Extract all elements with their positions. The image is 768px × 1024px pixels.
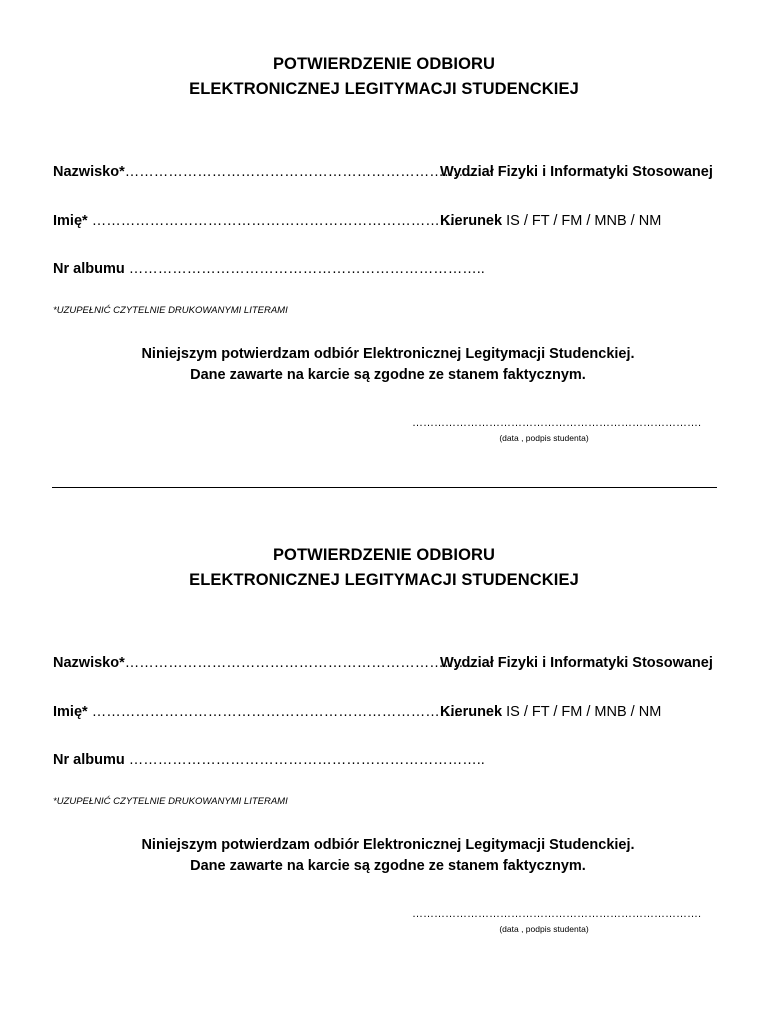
confirmation-form-1: [0, 0, 768, 443]
surname-blank[interactable]: ………………………………………………………………….: [124, 655, 492, 671]
surname-label: Nazwisko*: [53, 655, 125, 671]
first-name-blank[interactable]: ………………………………………………………………….: [87, 213, 459, 229]
form-title-line2: ELEKTRONICZNEJ LEGITYMACJI STUDENCKIEJ: [189, 80, 579, 98]
major-options[interactable]: IS / FT / FM / MNB / NM: [502, 704, 662, 720]
form-title-line1: POTWIERDZENIE ODBIORU: [272, 55, 496, 73]
faculty-name: [440, 164, 713, 180]
form-title-line1: POTWIERDZENIE ODBIORU: [272, 546, 496, 564]
fill-instruction-note: *UZUPEŁNIĆ CZYTELNIE DRUKOWANYMI LITERAMI: [53, 305, 288, 316]
first-name-blank[interactable]: ………………………………………………………………….: [87, 704, 459, 720]
cut-divider-line: [52, 487, 717, 488]
form-title-line2: ELEKTRONICZNEJ LEGITYMACJI STUDENCKIEJ: [189, 571, 579, 589]
album-number-blank[interactable]: ………………………………………………………………..: [124, 261, 485, 277]
first-name-field[interactable]: [53, 213, 458, 229]
signature-caption: (data , podpis studenta): [499, 924, 589, 934]
statement-line2: Dane zawarte na karcie są zgodne ze stanem faktycznym.: [190, 858, 586, 874]
first-name-label: Imię*: [53, 704, 88, 720]
statement-line1: Niniejszym potwierdzam odbiór Elektronicznej Legitymacji Studenckiej.: [141, 837, 635, 853]
signature-caption: (data , podpis studenta): [499, 433, 589, 443]
album-number-blank[interactable]: ………………………………………………………………..: [124, 752, 485, 768]
surname-label: Nazwisko*: [53, 164, 125, 180]
confirmation-form-2: [0, 491, 768, 934]
major-options[interactable]: IS / FT / FM / MNB / NM: [502, 213, 662, 229]
faculty-name: [440, 655, 713, 671]
signature-blank[interactable]: …………………………………………………………………….: [412, 417, 702, 429]
surname-field[interactable]: [53, 164, 491, 180]
major-label: Kierunek: [440, 704, 503, 720]
album-number-field[interactable]: [53, 261, 485, 277]
first-name-field[interactable]: [53, 704, 458, 720]
major-field[interactable]: [440, 704, 661, 720]
fill-instruction-note: *UZUPEŁNIĆ CZYTELNIE DRUKOWANYMI LITERAMI: [53, 796, 288, 807]
faculty-label: Wydział Fizyki i Informatyki Stosowanej: [440, 655, 713, 671]
surname-field[interactable]: [53, 655, 491, 671]
album-number-field[interactable]: [53, 752, 485, 768]
statement-line1: Niniejszym potwierdzam odbiór Elektronicznej Legitymacji Studenckiej.: [141, 346, 635, 362]
first-name-label: Imię*: [53, 213, 88, 229]
album-number-label: Nr albumu: [53, 752, 125, 768]
album-number-label: Nr albumu: [53, 261, 125, 277]
surname-blank[interactable]: ………………………………………………………………….: [124, 164, 492, 180]
major-label: Kierunek: [440, 213, 503, 229]
major-field[interactable]: [440, 213, 661, 229]
statement-line2: Dane zawarte na karcie są zgodne ze stanem faktycznym.: [190, 367, 586, 383]
signature-blank[interactable]: …………………………………………………………………….: [412, 908, 702, 920]
faculty-label: Wydział Fizyki i Informatyki Stosowanej: [440, 164, 713, 180]
